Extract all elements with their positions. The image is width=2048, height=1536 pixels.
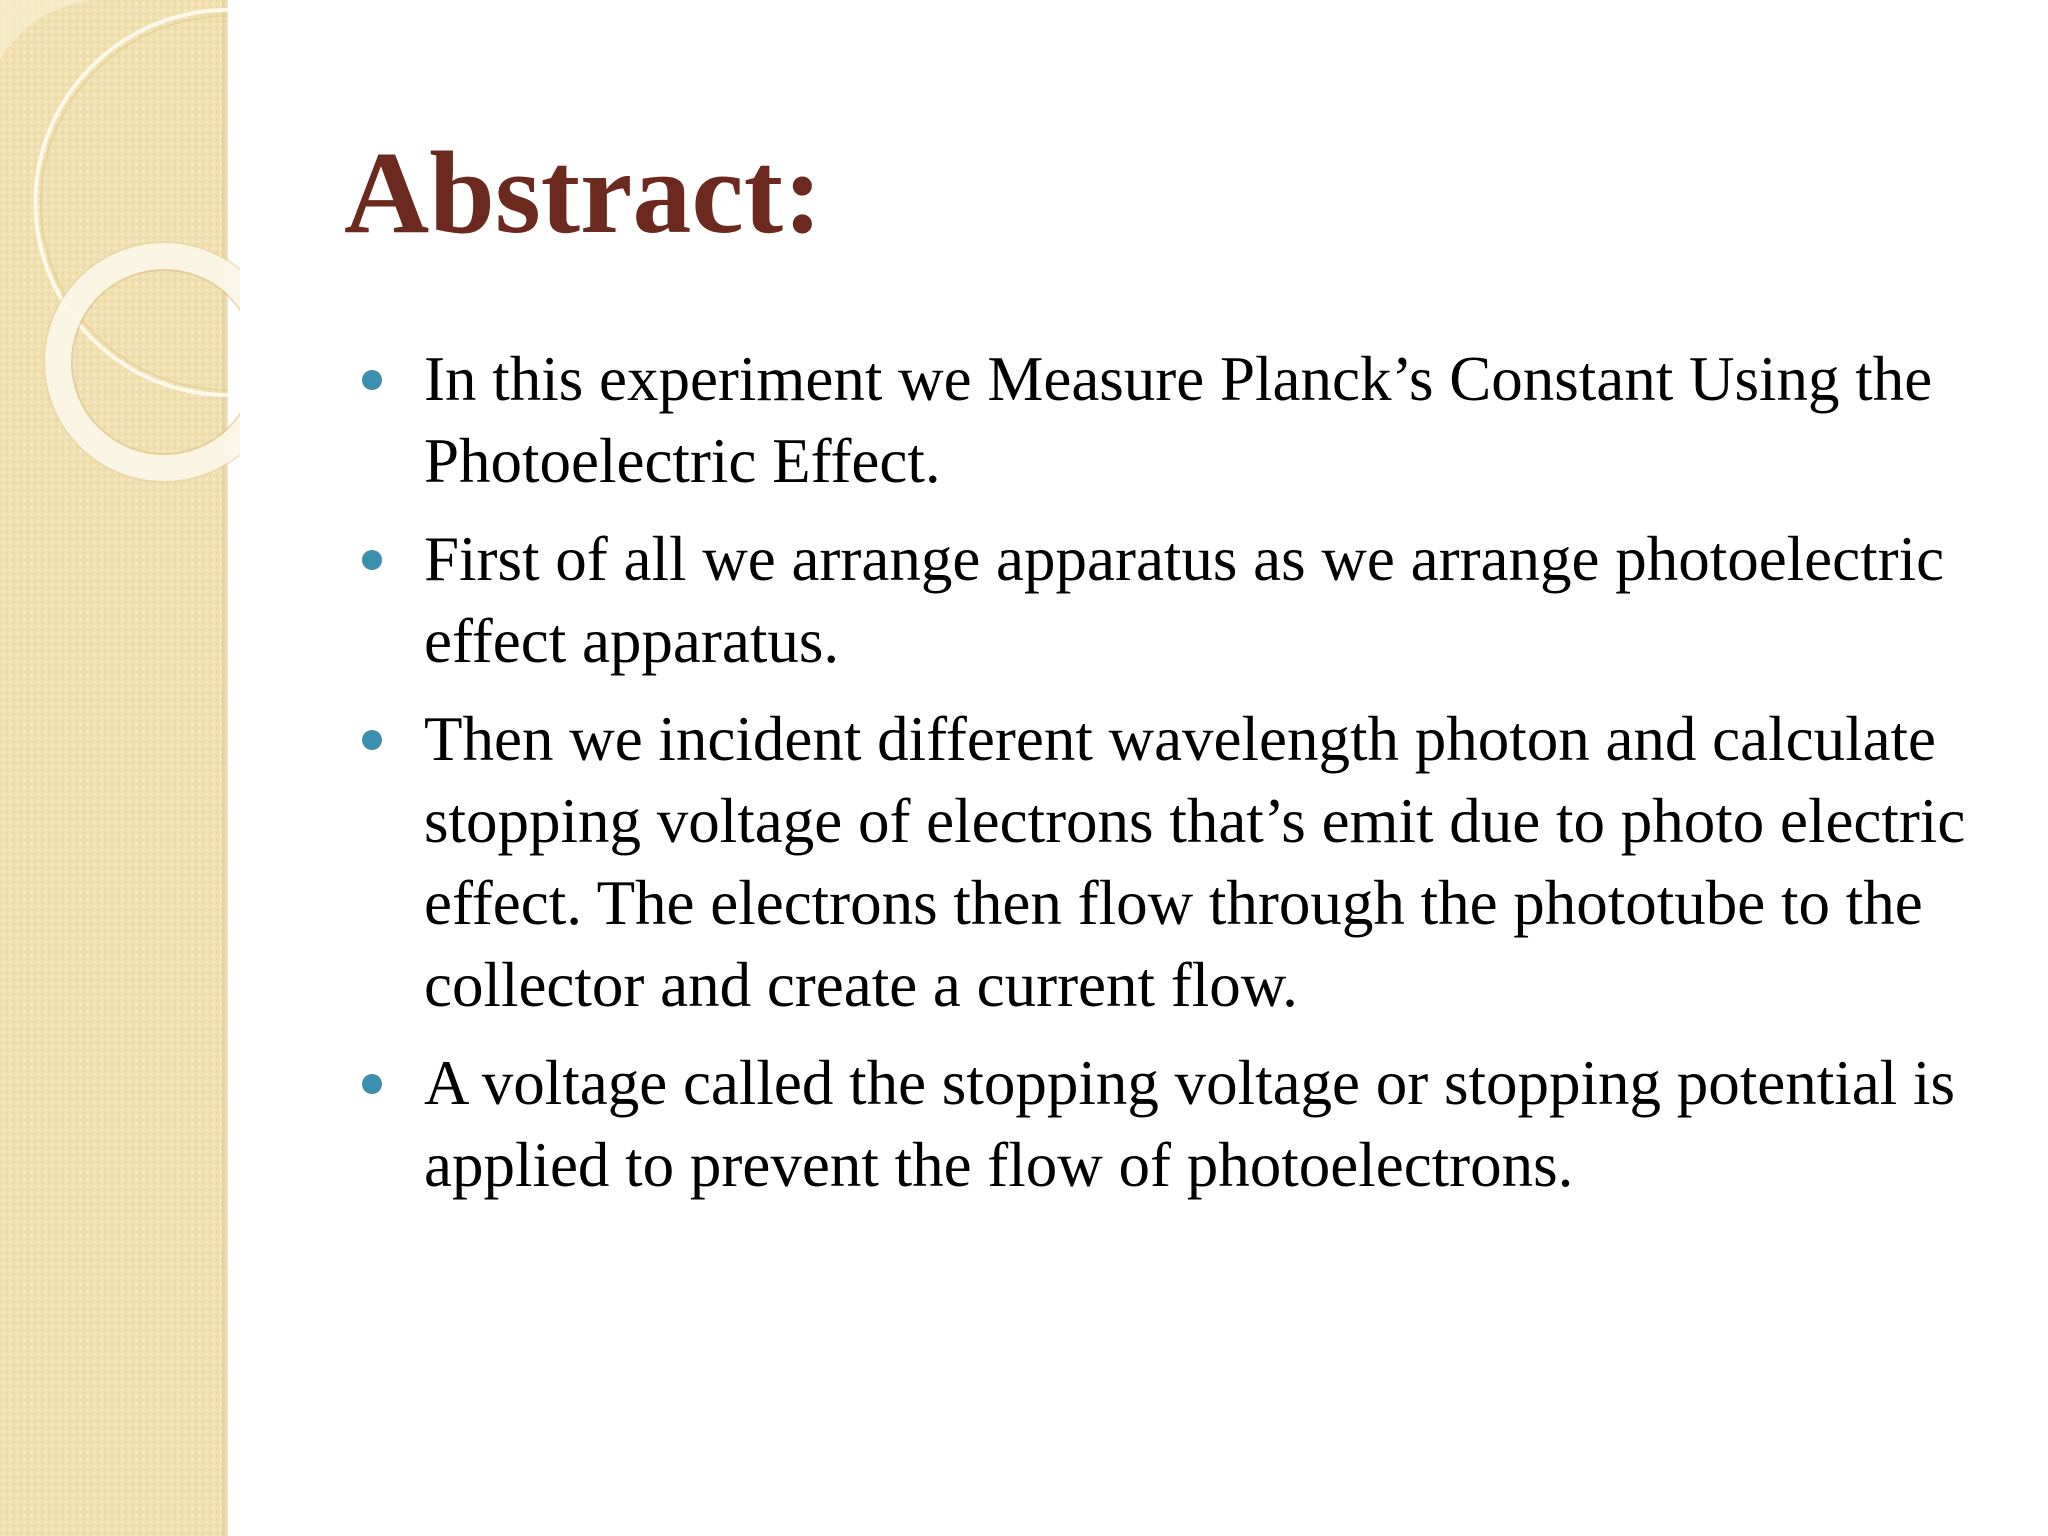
bullet-dot-icon [362, 1074, 382, 1094]
bullet-item [362, 1042, 2002, 1206]
bullet-text: A voltage called the stopping voltage or stopping potential is applied to prevent the flow of photoelectrons. [424, 1048, 1955, 1200]
bullet-text: In this experiment we Measure Planck’s Constant Using the Photoelectric Effect. [424, 344, 1933, 496]
bullet-dot-icon [362, 370, 382, 390]
bullet-item [362, 698, 2002, 1026]
side-panel-edge [222, 0, 228, 1536]
bullet-item [362, 518, 2002, 682]
decorative-side-panel [0, 0, 228, 1536]
bullet-list [362, 338, 2002, 1222]
slide-title: Abstract: [344, 127, 823, 258]
bullet-dot-icon [362, 730, 382, 750]
bullet-text: First of all we arrange apparatus as we arrange photoelectric effect apparatus. [424, 524, 1945, 676]
bullet-dot-icon [362, 550, 382, 570]
bullet-text: Then we incident different wavelength photon and calculate stopping voltage of electrons that’s emit due to photo electric effect. The electrons then flow through the phototube to the collector and create a current flow. [424, 704, 1966, 1020]
bullet-item [362, 338, 2002, 502]
